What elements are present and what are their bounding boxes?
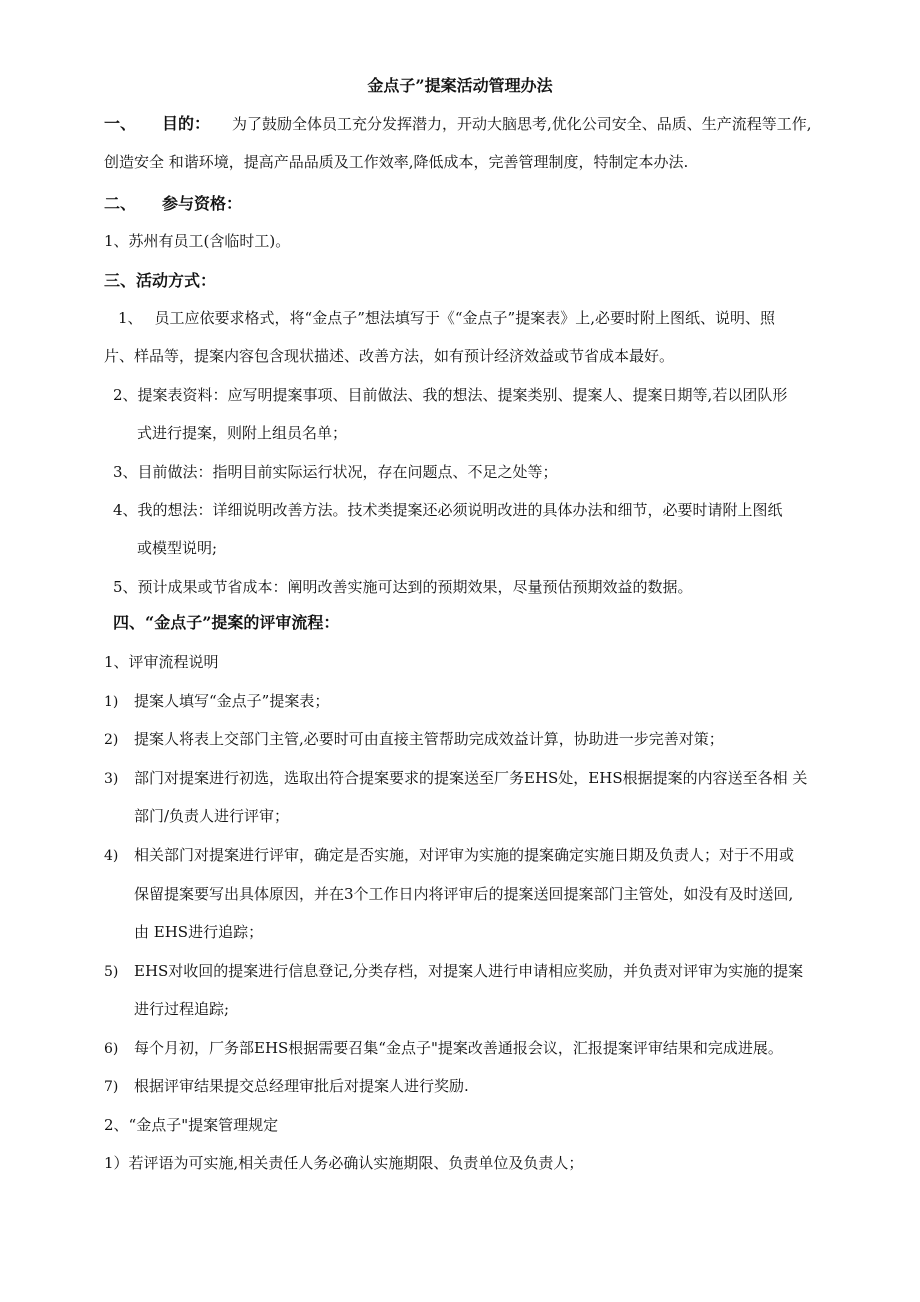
section-3-item-1-cont: 片、样品等，提案内容包含现状描述、改善方法，如有预计经济效益或节省成本最好。 <box>104 347 675 365</box>
step-5-text: EHS对收回的提案进行信息登记,分类存档，对提案人进行申请相应奖励，并负责对评审为实施的提案 <box>134 962 804 980</box>
step-2 <box>104 729 724 750</box>
section-1-number: 一、 <box>104 114 137 133</box>
section-1-purpose <box>104 114 812 134</box>
step-7-text: 根据评审结果提交总经理审批后对提案人进行奖励. <box>134 1077 469 1095</box>
step-6-number: 6) <box>104 1041 119 1057</box>
section-3-item-1-number: 1、 <box>118 309 143 327</box>
section-3-item-2: 2、提案表资料：应写明提案事项、目前做法、我的想法、提案类别、提案人、提案日期等,若以团队形 <box>113 386 788 404</box>
step-6 <box>104 1038 783 1059</box>
section-3-item-1-text: 员工应依要求格式，将“金点子”想法填写于《“金点子”提案表》上,必要时附上图纸、说明、照 <box>154 309 775 327</box>
step-3 <box>104 768 807 789</box>
step-1-text: 提案人填写“金点子”提案表； <box>134 692 330 710</box>
step-5-cont: 进行过程追踪; <box>134 1000 230 1018</box>
step-3-cont: 部门/负责人进行评审； <box>134 807 290 825</box>
step-7-number: 7) <box>104 1079 119 1095</box>
step-1-number: 1) <box>104 694 119 710</box>
section-3-item-5: 5、预计成果或节省成本：阐明改善实施可达到的预期效果，尽量预估预期效益的数据。 <box>113 578 693 596</box>
section-4-subheading-1: 1、评审流程说明 <box>104 653 219 671</box>
step-6-text: 每个月初，厂务部EHS根据需要召集“金点子"提案改善通报会议，汇报提案评审结果和完成进展。 <box>134 1039 783 1057</box>
document-title: 金点子”提案活动管理办法 <box>367 76 553 95</box>
section-1-text-line-2: 创造安全 和谐环境，提高产品品质及工作效率,降低成本，完善管理制度，特制定本办法. <box>104 153 689 171</box>
section-3-item-4-cont: 或模型说明; <box>137 539 218 557</box>
section-2-eligibility <box>104 194 242 214</box>
section-1-text-line-1: 为了鼓励全体员工充分发挥潜力，开动大脑思考,优化公司安全、品质、生产流程等工作, <box>232 115 812 133</box>
step-3-text: 部门对提案进行初选，选取出符合提案要求的提案送至厂务EHS处，EHS根据提案的内容送至各相 关 <box>134 769 808 787</box>
step-4-text: 相关部门对提案进行评审，确定是否实施，对评审为实施的提案确定实施日期及负责人；对于不用或 <box>134 846 795 864</box>
section-3-item-3: 3、目前做法：指明目前实际运行状况，存在问题点、不足之处等； <box>113 463 558 481</box>
rule-1: 1）若评语为可实施,相关责任人务必确认实施期限、负责单位及负责人； <box>104 1154 584 1172</box>
step-4-cont-1: 保留提案要写出具体原因，并在3个工作日内将评审后的提案送回提案部门主管处，如没有及时送回, <box>134 885 794 903</box>
step-2-text: 提案人将表上交部门主管,必要时可由直接主管帮助完成效益计算，协助进一步完善对策； <box>134 730 724 748</box>
step-4-cont-2: 由 EHS进行追踪； <box>134 923 264 941</box>
step-5 <box>104 961 803 982</box>
section-3-item-4: 4、我的想法：详细说明改善方法。技术类提案还必须说明改进的具体办法和细节，必要时请附上图纸 <box>113 501 783 519</box>
section-4-subheading-2: 2、“金点子"提案管理规定 <box>104 1116 279 1134</box>
step-4-number: 4) <box>104 848 119 864</box>
section-4-heading: 四、“金点子”提案的评审流程： <box>113 613 340 632</box>
step-5-number: 5) <box>104 964 119 980</box>
section-3-item-2-cont: 式进行提案，则附上组员名单； <box>137 424 348 442</box>
step-4 <box>104 845 794 866</box>
section-2-label: 参与资格： <box>162 194 243 213</box>
section-2-number: 二、 <box>104 194 137 213</box>
step-3-number: 3) <box>104 771 119 787</box>
step-7 <box>104 1076 469 1097</box>
step-2-number: 2) <box>104 732 119 748</box>
section-2-item-1: 1、苏州有员工(含临时工)。 <box>104 232 291 250</box>
section-3-heading: 三、活动方式： <box>104 271 217 290</box>
section-1-label: 目的： <box>162 114 211 133</box>
section-3-item-1 <box>118 308 775 328</box>
step-1 <box>104 691 329 712</box>
